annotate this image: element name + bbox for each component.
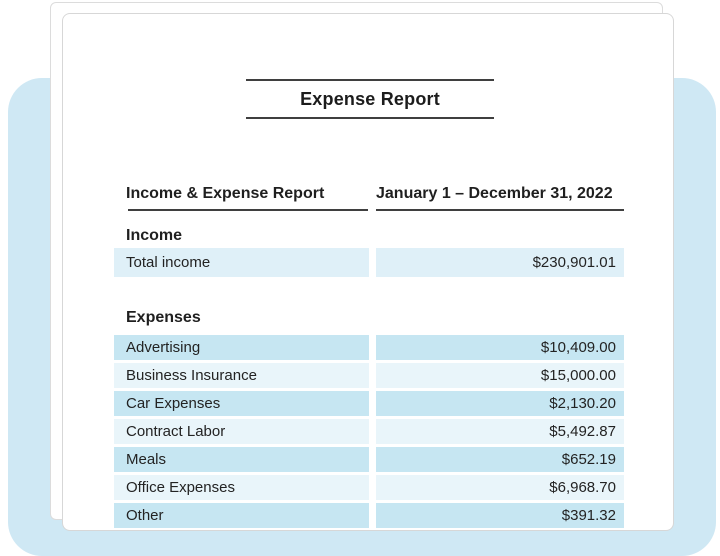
report-header-name-label: Income & Expense Report — [126, 185, 325, 202]
row-amount: $391.32 — [376, 503, 624, 528]
row-label: Total income — [114, 248, 369, 277]
table-row — [114, 248, 624, 277]
table-row — [114, 419, 624, 444]
report-header-period — [376, 184, 624, 211]
expenses-table — [114, 335, 624, 531]
row-amount: $6,968.70 — [376, 475, 624, 500]
row-label: Advertising — [114, 335, 369, 360]
document-title: Expense Report — [300, 89, 440, 109]
row-amount: $652.19 — [376, 447, 624, 472]
report-header-name-underline — [128, 209, 368, 211]
table-row — [114, 475, 624, 500]
row-amount: $230,901.01 — [376, 248, 624, 277]
row-label: Car Expenses — [114, 391, 369, 416]
row-label: Office Expenses — [114, 475, 369, 500]
table-row — [114, 363, 624, 388]
income-section-label: Income — [126, 227, 183, 244]
document-page-front — [62, 13, 674, 531]
row-amount: $5,492.87 — [376, 419, 624, 444]
title-rule-bottom — [246, 117, 494, 119]
document-title-block — [246, 79, 494, 119]
row-amount: $10,409.00 — [376, 335, 624, 360]
report-header-period-underline — [376, 209, 624, 211]
table-row — [114, 447, 624, 472]
report-header-name — [114, 184, 369, 211]
row-label: Contract Labor — [114, 419, 369, 444]
row-amount: $15,000.00 — [376, 363, 624, 388]
table-row — [114, 335, 624, 360]
table-row — [114, 391, 624, 416]
row-label: Other — [114, 503, 369, 528]
table-row — [114, 503, 624, 528]
report-header — [114, 184, 624, 211]
expenses-section-label: Expenses — [126, 309, 201, 326]
row-amount: $2,130.20 — [376, 391, 624, 416]
row-label: Meals — [114, 447, 369, 472]
report-header-period-label: January 1 – December 31, 2022 — [376, 185, 613, 202]
row-label: Business Insurance — [114, 363, 369, 388]
